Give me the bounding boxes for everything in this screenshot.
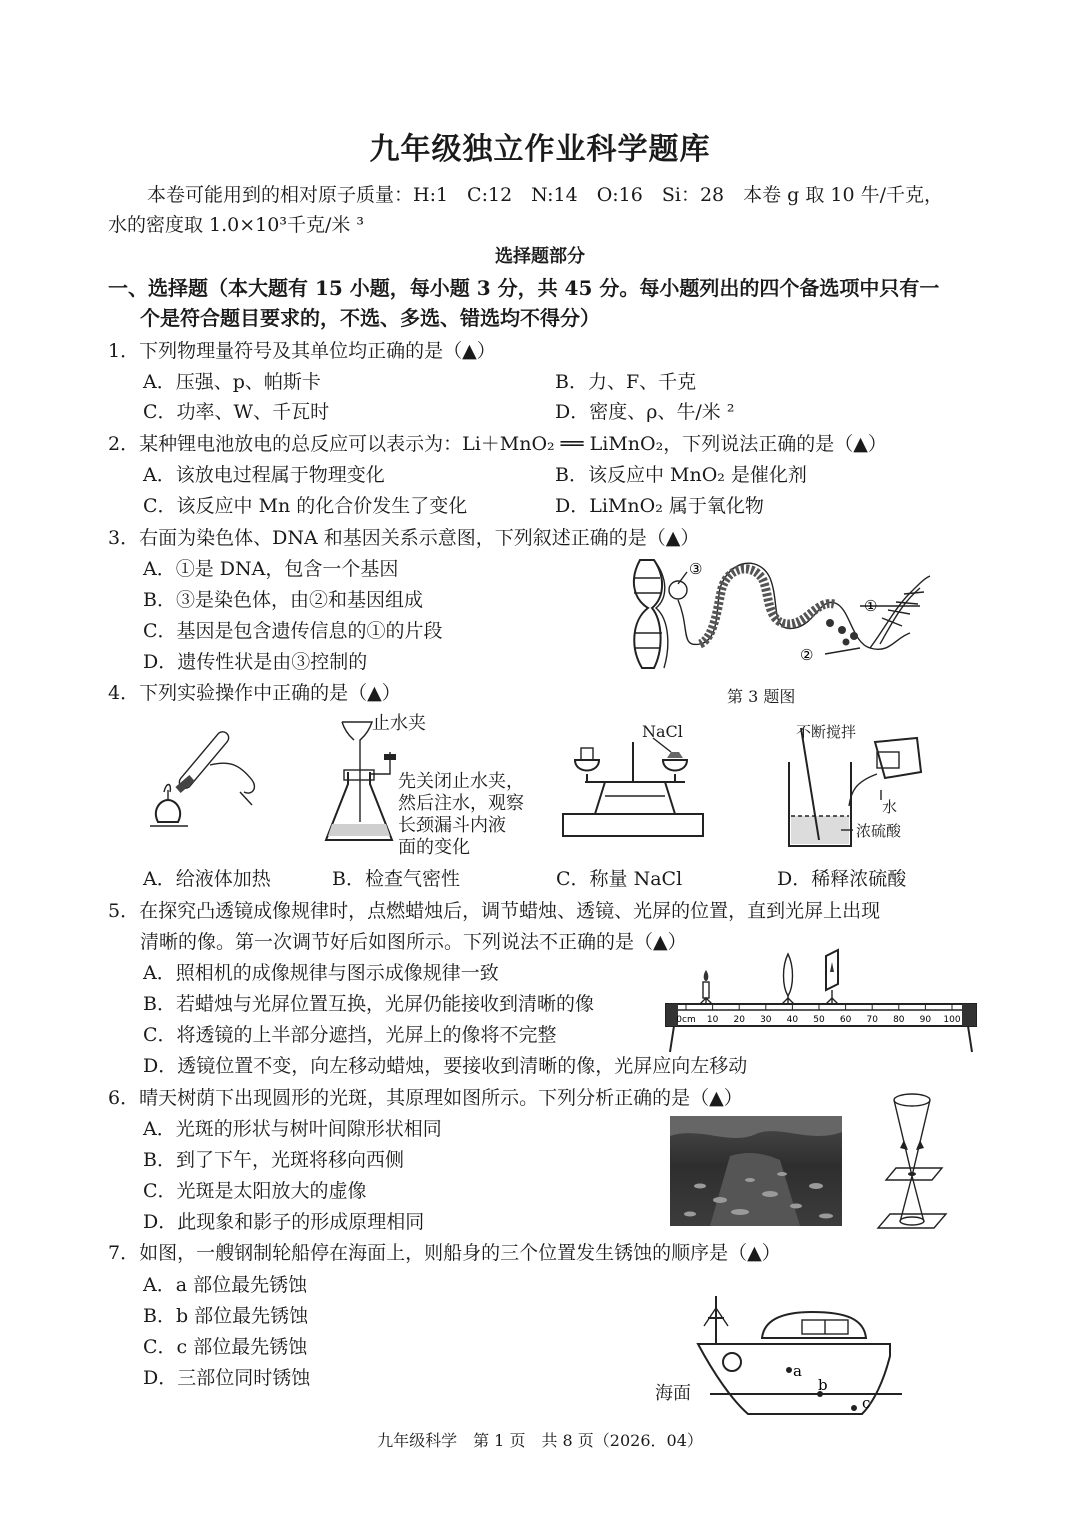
question-2-option-b: B．该反应中 MnO₂ 是催化剂 [555, 464, 807, 486]
convex-lens [782, 954, 794, 1004]
label-a: a [793, 1362, 802, 1380]
intro-line-1: 本卷可能用到的相对原子质量：H:1 C:12 N:14 O:16 Si：28 本卷 g 取 10 牛/千克， [147, 184, 944, 206]
chromosome-dna-figure [620, 548, 960, 676]
balance-figure [555, 722, 715, 840]
ruler-tick-label: 10 [706, 1015, 719, 1025]
airtightness-note-line: 然后注水，观察 [398, 793, 524, 814]
question-7-option-d: D．三部位同时锈蚀 [143, 1367, 311, 1389]
light-rays [894, 1100, 930, 1176]
page-footer: 九年级科学 第 1 页 共 8 页（2026．04） [377, 1431, 703, 1450]
question-4-option-d: D．稀释浓硫酸 [777, 868, 907, 890]
projected-rays [900, 1176, 924, 1222]
ruler-tick-label: 0cm [676, 1015, 696, 1025]
airtightness-note-line: 长颈漏斗内液 [398, 815, 506, 836]
part-instruction-line-1: 一、选择题（本大题有 15 小题，每小题 3 分，共 45 分。每小题列出的四个备选项中只有一 [108, 276, 940, 300]
water-clamp [384, 754, 396, 760]
point-a [786, 1367, 792, 1373]
left-pan [575, 760, 599, 771]
chromosome-shape [634, 560, 668, 668]
question-5-stem-line-2: 清晰的像。第一次调节好后如图所示。下列说法不正确的是（▲） [140, 931, 687, 953]
optical-bench-figure [660, 940, 982, 1055]
ruler-tick-label: 60 [839, 1015, 852, 1025]
balance-base [563, 814, 703, 836]
porthole [723, 1353, 741, 1371]
sun-disc [894, 1094, 930, 1106]
question-2-option-a: A．该放电过程属于物理变化 [143, 464, 385, 486]
pinhole-diagram [876, 1088, 948, 1232]
beaker-liquid [791, 816, 849, 844]
page-title: 九年级独立作业科学题库 [369, 132, 711, 167]
bench-leg-right [968, 1026, 972, 1052]
candle [700, 970, 712, 1004]
protein-dot [826, 619, 834, 627]
question-3-option-c: C．基因是包含遗传信息的①的片段 [143, 620, 443, 642]
question-3-option-d: D．遗传性状是由③控制的 [143, 651, 368, 673]
question-4-stem: 4．下列实验操作中正确的是（▲） [108, 682, 401, 704]
protein-dot [850, 632, 858, 640]
label-b: b [818, 1376, 828, 1394]
question-7-option-b: B．b 部位最先锈蚀 [143, 1305, 309, 1327]
airtightness-note-line: 面的变化 [398, 837, 470, 858]
weight [581, 748, 593, 760]
question-6-option-d: D．此现象和影子的形成原理相同 [143, 1211, 425, 1233]
ruler-tick-label: 90 [919, 1015, 932, 1025]
question-7-stem: 7．如图，一艘钢制轮船停在海面上，则船身的三个位置发生锈蚀的顺序是（▲） [108, 1242, 781, 1264]
intro-line-2: 水的密度取 1.0×10³千克/米 ³ [108, 214, 365, 236]
question-5-stem-line-1: 5．在探究凸透镜成像规律时，点燃蜡烛后，调节蜡烛、透镜、光屏的位置，直到光屏上出现 [108, 900, 881, 922]
question-2-option-d: D．LiMnO₂ 属于氧化物 [555, 495, 764, 517]
ruler-tick-label: 20 [733, 1015, 745, 1025]
question-5-option-b: B．若蜡烛与光屏位置互换，光屏仍能接收到清晰的像 [143, 993, 594, 1015]
ruler-tick-label: 70 [866, 1015, 878, 1025]
light-screen [826, 950, 838, 1004]
label-circle-1: ① [864, 597, 878, 615]
hand [210, 763, 254, 793]
ruler-tick-label: 50 [813, 1015, 825, 1025]
question-2-option-c: C．该反应中 Mn 的化合价发生了变化 [143, 495, 468, 517]
question-1-option-a: A．压强、p、帕斯卡 [143, 371, 321, 393]
alcohol-lamp [156, 800, 180, 822]
question-4-option-b: B．检查气密性 [332, 868, 460, 890]
airtightness-note-line: 先关闭止水夹， [398, 771, 524, 792]
question-5-option-d: D．透镜位置不变，向左移动蜡烛，要接收到清晰的像，光屏应向左移动 [143, 1055, 748, 1077]
question-5-option-a: A．照相机的成像规律与图示成像规律一致 [143, 962, 499, 984]
question-3-option-a: A．①是 DNA，包含一个基因 [143, 558, 399, 580]
tree-shade-photo [670, 1116, 842, 1226]
figure-3-caption: 第 3 题图 [727, 687, 796, 706]
question-4-option-c: C．称量 NaCl [556, 868, 683, 890]
label-c: c [862, 1394, 871, 1412]
protein-dot [843, 639, 850, 646]
label-water-clamp: 止水夹 [372, 713, 426, 734]
ruler-tick-label: 80 [893, 1015, 905, 1025]
label-sea-surface: 海面 [655, 1383, 691, 1404]
acid-bottle [875, 738, 921, 778]
test-tube [177, 729, 231, 790]
question-6-option-c: C．光斑是太阳放大的虚像 [143, 1180, 367, 1202]
ruler-tick-labels [676, 1004, 961, 1025]
question-1-stem: 1．下列物理量符号及其单位均正确的是（▲） [108, 340, 496, 362]
question-7-option-c: C．c 部位最先锈蚀 [143, 1336, 308, 1358]
question-5-option-c: C．将透镜的上半部分遮挡，光屏上的像将不完整 [143, 1024, 557, 1046]
ruler-tick-label: 40 [786, 1015, 799, 1025]
protein-dot [838, 626, 846, 634]
long-neck-funnel [342, 722, 372, 822]
nacl-sample [667, 752, 683, 758]
airtightness-note [398, 771, 524, 859]
question-3-stem: 3．右面为染色体、DNA 和基因关系示意图，下列叙述正确的是（▲） [108, 527, 700, 549]
label-stir: 不断搅拌 [796, 723, 857, 741]
light-spot [900, 1217, 924, 1225]
question-3-option-b: B．③是染色体，由②和基因组成 [143, 589, 423, 611]
question-2-stem: 2．某种锂电池放电的总反应可以表示为：Li＋MnO₂ ══ LiMnO₂，下列说法正确的是（▲） [108, 433, 887, 455]
dna-coil-thick [700, 569, 834, 644]
question-4-option-a: A．给液体加热 [143, 868, 271, 890]
ground-plane [878, 1214, 946, 1228]
question-6-option-b: B．到了下午，光斑将移向西侧 [143, 1149, 404, 1171]
label-circle-2: ② [800, 646, 814, 664]
label-circle-3: ③ [689, 560, 703, 578]
point-c [851, 1405, 857, 1411]
question-1-option-c: C．功率、W、千瓦时 [143, 401, 330, 423]
question-1-option-d: D．密度、ρ、牛/米 ² [555, 401, 735, 423]
section-label: 选择题部分 [495, 246, 585, 267]
flask-liquid [328, 824, 390, 836]
question-7-option-a: A．a 部位最先锈蚀 [143, 1274, 308, 1296]
right-pan [663, 760, 687, 771]
ruler-tick-label: 100 [943, 1015, 961, 1025]
question-1-option-b: B．力、F、千克 [555, 371, 697, 393]
steel-ship-figure [652, 1290, 912, 1420]
ruler-tick-label: 30 [760, 1015, 772, 1025]
bench-leg-left [670, 1026, 674, 1052]
question-6-stem: 6．晴天树荫下出现圆形的光斑，其原理如图所示。下列分析正确的是（▲） [108, 1087, 743, 1109]
part-instruction-line-2: 个是符合题目要求的，不选、多选、错选均不得分） [140, 306, 600, 330]
label-concentrated-acid: 浓硫酸 [856, 822, 902, 840]
label-nacl: NaCl [642, 722, 683, 741]
label-water: 水 [882, 798, 898, 816]
heating-liquid-figure [140, 730, 270, 840]
question-6-option-a: A．光斑的形状与树叶间隙形状相同 [143, 1118, 442, 1140]
